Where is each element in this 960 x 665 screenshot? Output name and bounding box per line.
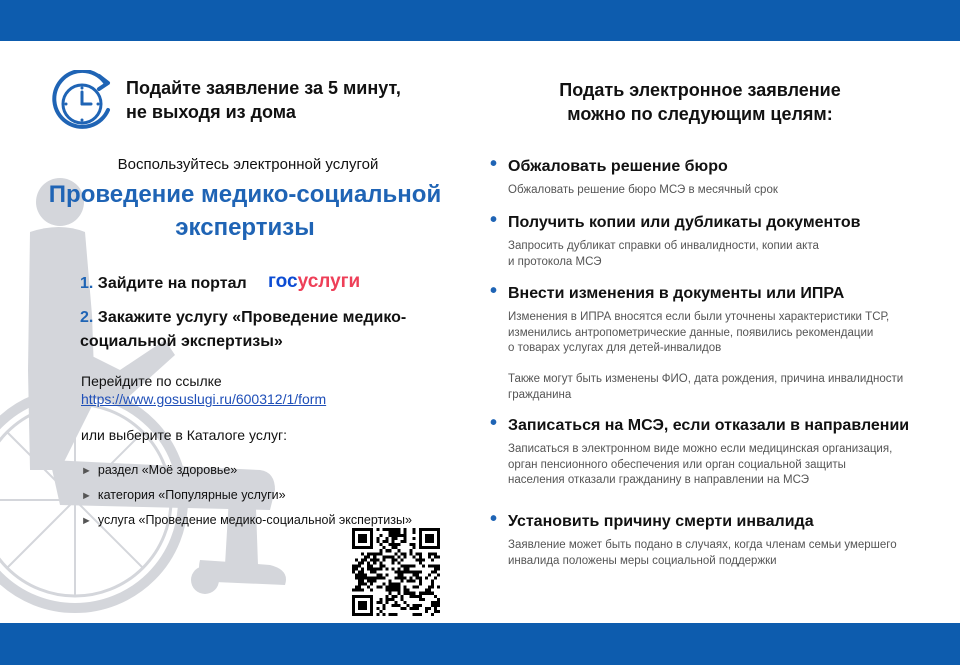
goal-desc-line: Также могут быть изменены ФИО, дата рождения, причина инвалидности — [508, 373, 904, 385]
gosuslugi-logo-part2: услуги — [297, 271, 361, 292]
goal-desc-line: о товарах услугах для детей-инвалидов — [508, 342, 722, 354]
catalog-intro: или выберите в Каталоге услуг: — [81, 427, 287, 443]
bullet-icon: • — [490, 508, 498, 530]
headline-line1: Подайте заявление за 5 минут, — [126, 78, 401, 98]
goal-desc-line: Обжаловать решение бюро МСЭ в месячный срок — [508, 184, 778, 196]
bullet-icon: • — [490, 153, 498, 175]
goal-title-text: Обжаловать решение бюро — [508, 158, 728, 175]
goal-registration — [490, 412, 950, 489]
goal-desc — [490, 310, 950, 403]
goal-title-text: Записаться на МСЭ, если отказали в направлении — [508, 417, 910, 434]
service-name-line2: экспертизы — [175, 214, 315, 241]
link-intro: Перейдите по ссылке — [81, 373, 222, 389]
headline — [126, 76, 446, 124]
goal-appeal — [490, 153, 950, 199]
catalog-item — [81, 458, 412, 483]
gosuslugi-logo-part1: гос — [268, 271, 298, 292]
goal-title-text: Внести изменения в документы или ИПРА — [508, 285, 845, 302]
goal-death-cause — [490, 508, 950, 569]
catalog-item-text: раздел «Моё здоровье» — [97, 463, 238, 477]
goal-desc-line: Запросить дубликат справки об инвалидности, копии акта — [508, 240, 819, 252]
step-1-number: 1. — [80, 275, 94, 292]
arrow-right-icon: ► — [81, 515, 92, 527]
goal-desc-line: инвалида положены меры социальной поддержки — [508, 554, 777, 567]
catalog-item-text: категория «Популярные услуги» — [97, 488, 286, 502]
goal-title-text: Установить причину смерти инвалида — [508, 513, 814, 530]
bullet-icon: • — [490, 280, 498, 302]
clock-arrow-icon — [50, 70, 114, 134]
goal-title — [490, 209, 950, 233]
service-name-line1: Проведение медико-социальной — [48, 181, 442, 208]
goal-desc-line: и протокола МСЭ — [508, 255, 602, 268]
step-1-text: Зайдите на портал — [97, 275, 247, 292]
step-2-text: Закажите услугу «Проведение медико-социальной экспертизы» — [80, 309, 407, 350]
bottom-band — [0, 623, 960, 665]
goal-copies — [490, 209, 950, 270]
bullet-icon: • — [490, 209, 498, 231]
goal-title — [490, 153, 950, 177]
step-1 — [80, 272, 247, 296]
intro-text: Воспользуйтесь электронной услугой — [117, 156, 379, 173]
goal-title-text: Получить копии или дубликаты документов — [508, 214, 861, 231]
goal-title — [490, 280, 950, 304]
service-link[interactable]: https://www.gosuslugi.ru/600312/1/form — [81, 391, 327, 407]
service-name — [14, 178, 476, 244]
catalog-item — [81, 483, 412, 508]
goal-desc-line: населения отказали гражданину в направлении на МСЭ — [508, 474, 810, 486]
qr-code-icon[interactable] — [352, 528, 440, 616]
right-title — [500, 78, 900, 126]
catalog-item-text: услуга «Проведение медико-социальной экспертизы» — [97, 513, 412, 527]
goal-desc — [490, 239, 950, 270]
goal-desc-line: изменились антропометрические данные, появились рекомендации — [508, 326, 874, 339]
goal-desc — [490, 183, 950, 199]
step-2-number: 2. — [80, 309, 94, 326]
goal-desc — [490, 538, 950, 569]
step-2 — [80, 306, 460, 354]
goal-desc-line: орган пенсионного обеспечения или орган социальной защиты — [508, 458, 846, 471]
arrow-right-icon: ► — [81, 490, 92, 502]
goal-title — [490, 508, 950, 532]
goal-desc-line: Изменения в ИПРА вносятся если были уточнены характеристики ТСР, — [508, 311, 890, 323]
gosuslugi-logo — [268, 271, 360, 293]
goal-changes — [490, 280, 950, 403]
goal-desc-line: Записаться в электронном виде можно если медицинская организация, — [508, 443, 893, 455]
goal-desc — [490, 442, 950, 489]
right-title-line1: Подать электронное заявление — [559, 80, 841, 100]
bullet-icon: • — [490, 412, 498, 434]
headline-line2: не выходя из дома — [126, 102, 296, 122]
top-band — [0, 0, 960, 41]
goal-desc-spacer — [508, 357, 950, 373]
right-title-line2: можно по следующим целям: — [567, 104, 833, 124]
goal-desc-line: Заявление может быть подано в случаях, когда членам семьи умершего — [508, 539, 897, 551]
catalog-list — [81, 458, 412, 533]
goal-title — [490, 412, 950, 436]
goal-desc-line: гражданина — [508, 388, 572, 401]
arrow-right-icon: ► — [81, 465, 92, 477]
